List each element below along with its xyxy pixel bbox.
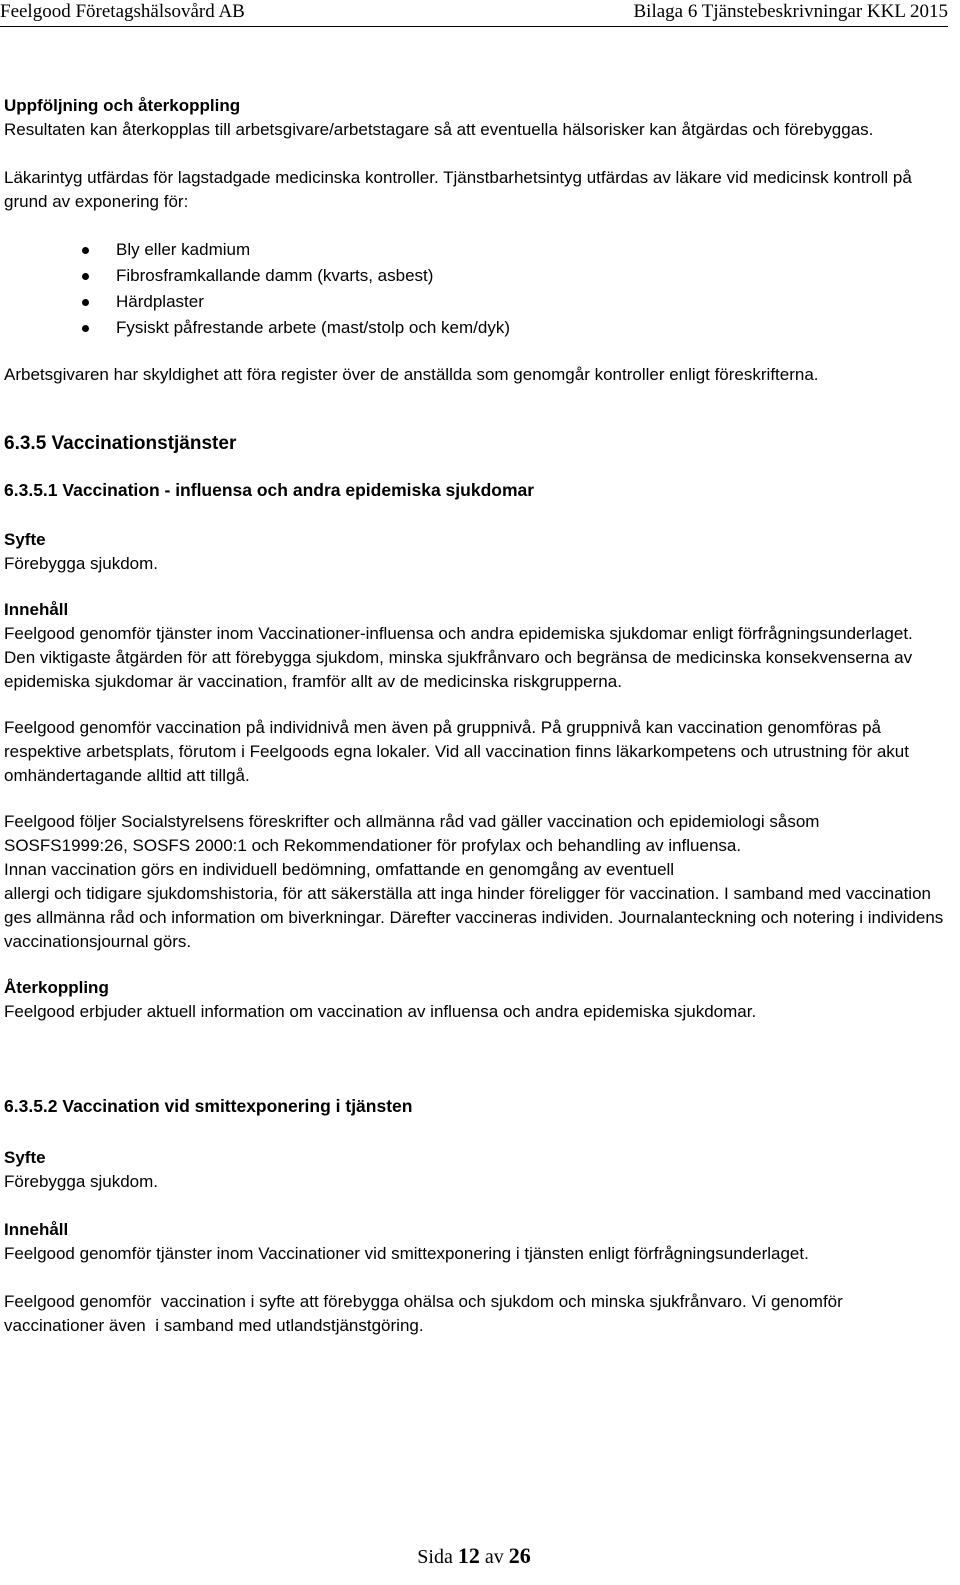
bullet-icon (82, 273, 89, 280)
paragraph-aterkoppling: Feelgood erbjuder aktuell information om vaccination av influensa och andra epidemiska sjukdomar. (4, 1002, 757, 1021)
heading-uppfoljning: Uppföljning och återkoppling (4, 96, 241, 115)
paragraph-innehall-4-line1: Innan vaccination görs en individuell bedömning, omfattande en genomgång av eventuell (4, 860, 675, 879)
header-company: Feelgood Företagshälsovård AB (0, 1, 245, 22)
header-document-title: Bilaga 6 Tjänstebeskrivningar KKL 2015 (633, 1, 948, 22)
heading-syfte-6352: Syfte (4, 1148, 46, 1167)
footer-page-total: 26 (508, 1543, 531, 1568)
exposure-list (4, 237, 944, 341)
paragraph-syfte-6352: Förebygga sjukdom. (4, 1172, 159, 1191)
list-item: Härdplaster (4, 289, 944, 315)
list-item: Fibrosframkallande damm (kvarts, asbest) (4, 263, 944, 289)
paragraph-innehall-6352-2: Feelgood genomför vaccination i syfte att förebygga ohälsa och sjukdom och minska sjukfrånvaro. Vi genomför vaccinationer även i samband med utlandstjänstgöring. (4, 1292, 848, 1335)
section-title-6351: 6.3.5.1 Vaccination - influensa och andra epidemiska sjukdomar (4, 480, 535, 500)
footer-page-prefix: Sida (417, 1546, 453, 1568)
paragraph-innehall-2: Feelgood genomför vaccination på individnivå men även på gruppnivå. På gruppnivå kan vaccination genomföras på respektive arbetsplats, förutom i Feelgoods egna lokaler. Vid all vaccination finns läkarkompetens och utrustning för akut omhändertagande alltid att tillgå. (4, 718, 909, 785)
paragraph-uppfoljning: Resultaten kan återkopplas till arbetsgivare/arbetstagare så att eventuella hälsorisker kan åtgärdas och förebyggas. (4, 120, 874, 139)
paragraph-innehall-4: allergi och tidigare sjukdomshistoria, för att säkerställa att inga hinder föreligger för vaccination. I samband med vaccination ges allmänna råd och information om biverkningar. Därefter vaccineras individen. Journalanteckning och notering i individens vaccinationsjournal görs. (4, 884, 944, 951)
paragraph-syfte: Förebygga sjukdom. (4, 554, 159, 573)
heading-innehall-6352: Innehåll (4, 1220, 69, 1239)
list-item: Fysiskt påfrestande arbete (mast/stolp och kem/dyk) (4, 315, 944, 341)
heading-aterkoppling: Återkoppling (4, 978, 109, 997)
page-footer (0, 1543, 948, 1570)
document-body (4, 94, 944, 1338)
bullet-icon (82, 325, 89, 332)
footer-page-number: 12 (457, 1543, 480, 1568)
paragraph-innehall-1: Feelgood genomför tjänster inom Vaccinationer-influensa och andra epidemiska sjukdomar enligt förfrågningsunderlaget. Den viktigaste åtgärden för att förebygga sjukdom, minska sjukfrånvaro och begränsa de medicinska konsekvenserna av epidemiska sjukdomar är vaccination, framför allt av de medicinska riskgrupperna. (4, 624, 913, 691)
paragraph-lakarintyg: Läkarintyg utfärdas för lagstadgade medicinska kontroller. Tjänstbarhetsintyg utfärdas av läkare vid medicinsk kontroll på grund av exponering för: (4, 168, 912, 211)
heading-innehall: Innehåll (4, 600, 69, 619)
heading-syfte: Syfte (4, 530, 46, 549)
paragraph-innehall-3: Feelgood följer Socialstyrelsens föreskrifter och allmänna råd vad gäller vaccination och epidemiologi såsom SOSFS1999:26, SOSFS 2000:1 och Rekommendationer för profylax och behandling av influensa. (4, 812, 820, 855)
page-header (0, 0, 948, 27)
bullet-icon (82, 299, 89, 306)
paragraph-innehall-6352-1: Feelgood genomför tjänster inom Vaccinationer vid smittexponering i tjänsten enligt förfrågningsunderlaget. (4, 1244, 809, 1263)
section-title-6352: 6.3.5.2 Vaccination vid smittexponering i tjänsten (4, 1096, 413, 1116)
list-item: Bly eller kadmium (4, 237, 944, 263)
footer-page-middle: av (484, 1546, 504, 1568)
bullet-icon (82, 247, 89, 254)
paragraph-register: Arbetsgivaren har skyldighet att föra register över de anställda som genomgår kontroller enligt föreskrifterna. (4, 365, 819, 384)
section-title-635: 6.3.5 Vaccinationstjänster (4, 433, 237, 454)
